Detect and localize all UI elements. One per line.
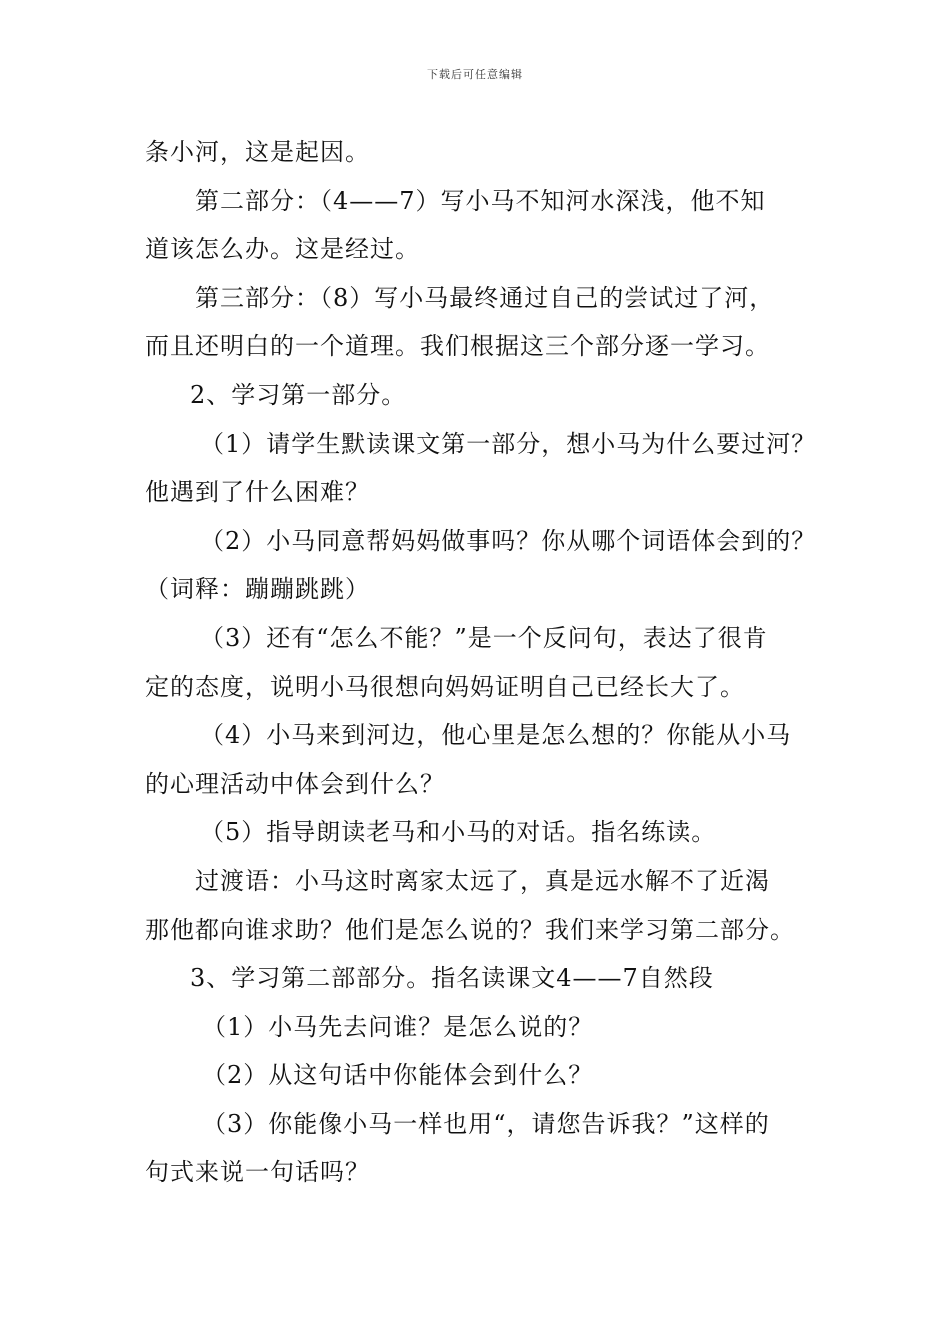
paragraph-line: （2）小马同意帮妈妈做事吗？你从哪个词语体会到的？ [200, 526, 817, 555]
paragraph-line: （3）你能像小马一样也用“，请您告诉我？”这样的 [202, 1109, 770, 1138]
document-body [145, 128, 825, 1197]
paragraph-line: （2）从这句话中你能体会到什么？ [202, 1061, 594, 1090]
section-heading: 2、学习第一部分。 [190, 380, 407, 409]
paragraph-line: 第三部分：（8）写小马最终通过自己的尝试过了河， [195, 283, 775, 312]
section-heading: 3、学习第二部部分。指名读课文4——7自然段 [190, 964, 714, 993]
paragraph-line: （3）还有“怎么不能？”是一个反问句，表达了很肯 [200, 623, 768, 652]
paragraph-line: 道该怎么办。这是经过。 [145, 235, 420, 264]
paragraph-line: 定的态度，说明小马很想向妈妈证明自己已经长大了。 [145, 672, 745, 701]
paragraph-line: 那他都向谁求助？他们是怎么说的？我们来学习第二部分。 [145, 915, 795, 944]
paragraph-line: 句式来说一句话吗？ [145, 1158, 370, 1187]
page-header: 下载后可任意编辑 [427, 68, 523, 81]
paragraph-line: （5）指导朗读老马和小马的对话。指名练读。 [200, 818, 717, 847]
paragraph-line: 他遇到了什么困难？ [145, 478, 370, 507]
paragraph-line: 条小河，这是起因。 [145, 138, 370, 166]
paragraph-line: （1）请学生默读课文第一部分，想小马为什么要过河？ [200, 429, 817, 458]
paragraph-line: 而且还明白的一个道理。我们根据这三个部分逐一学习。 [145, 332, 770, 361]
paragraph-line: （1）小马先去问谁？是怎么说的？ [202, 1012, 594, 1041]
paragraph-line: （词释：蹦蹦跳跳） [145, 575, 370, 604]
paragraph-line: 过渡语：小马这时离家太远了，真是远水解不了近渴 [195, 866, 770, 895]
paragraph-line: （4）小马来到河边，他心里是怎么想的？你能从小马 [200, 721, 792, 750]
paragraph-line: 第二部分：（4——7）写小马不知河水深浅，他不知 [195, 186, 766, 215]
paragraph-line: 的心理活动中体会到什么？ [145, 769, 445, 798]
